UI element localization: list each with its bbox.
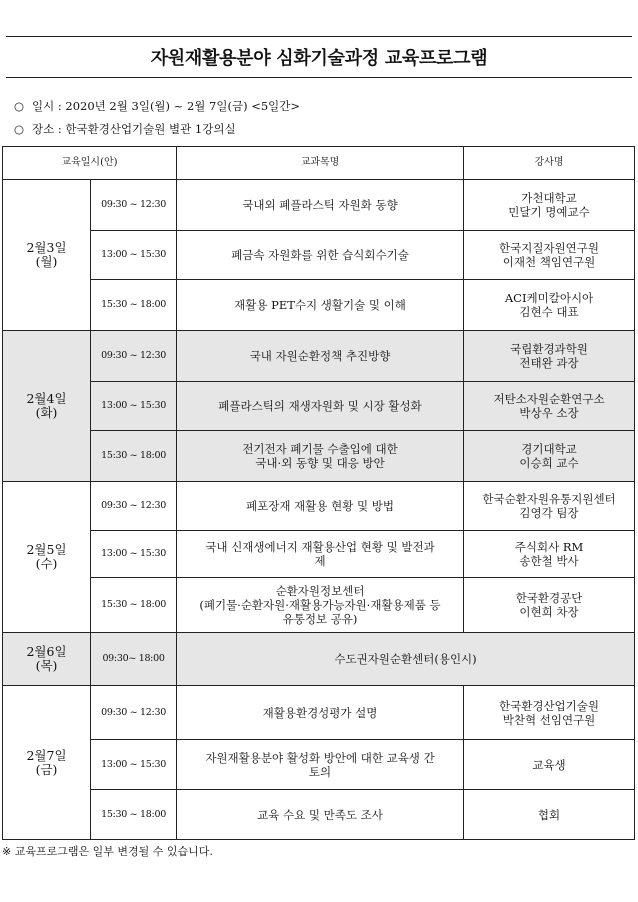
subject-cell [177, 180, 464, 231]
subject-cell [177, 740, 464, 790]
instructor-line: 민달기 명예교수 [508, 205, 590, 219]
subject-line: 폐플라스틱의 재생자원화 및 시장 활성화 [218, 399, 422, 413]
subject-cell [177, 280, 464, 331]
instructor-cell [464, 231, 635, 280]
info-place-text: 장소 : 한국환경산업기술원 별관 1강의실 [32, 122, 236, 136]
table-row [3, 231, 635, 280]
instructor-cell [464, 382, 635, 431]
day-weekday: (금) [35, 761, 58, 777]
schedule-body [3, 180, 635, 840]
subject-line: 순환자원정보센터 [275, 584, 365, 598]
instructor-cell [464, 740, 635, 790]
subject-line: 제 [314, 554, 326, 568]
instructor-line: ACI케미칼아시아 [504, 291, 594, 305]
time-cell: 15:30 ~ 18:00 [91, 431, 177, 482]
table-row [3, 331, 635, 382]
day-cell [3, 633, 91, 686]
instructor-line: 이승희 교수 [519, 456, 579, 470]
site-visit-cell: 수도권자원순환센터(용인시) [177, 633, 635, 686]
instructor-line: 협회 [537, 807, 561, 822]
subject-cell [177, 331, 464, 382]
info-bullet: ○ [14, 122, 25, 136]
time-cell: 09:30 ~ 12:30 [91, 180, 177, 231]
table-row [3, 431, 635, 482]
instructor-cell [464, 686, 635, 740]
day-weekday: (월) [35, 254, 58, 269]
subject-cell [177, 482, 464, 531]
instructor-cell [464, 180, 635, 231]
subject-line: 국내 신재생에너지 재활용산업 현황 및 발전과 [205, 540, 435, 554]
instructor-line: 한국순환자원유통지원센터 [482, 492, 616, 506]
header-instructor: 강사명 [464, 147, 635, 180]
time-cell: 15:30 ~ 18:00 [91, 790, 177, 840]
instructor-line: 한국지질자원연구원 [499, 241, 599, 255]
instructor-line: 한국환경산업기술원 [499, 698, 599, 713]
table-row [3, 790, 635, 840]
subject-cell [177, 578, 464, 633]
day-date: 2월7일 [26, 747, 67, 763]
day-cell [3, 180, 91, 331]
subject-cell [177, 431, 464, 482]
instructor-line: 주식회사 RM [514, 540, 584, 554]
day-weekday: (목) [35, 658, 58, 673]
time-cell: 13:00 ~ 15:30 [91, 382, 177, 431]
day-date: 2월6일 [26, 644, 67, 659]
subject-line: 국내·외 동향 및 대응 방안 [255, 456, 385, 470]
instructor-cell [464, 482, 635, 531]
day-weekday: (수) [35, 556, 58, 571]
table-row [3, 531, 635, 578]
table-row [3, 180, 635, 231]
day-date: 2월3일 [26, 240, 67, 255]
subject-cell [177, 231, 464, 280]
instructor-line: 경기대학교 [521, 442, 577, 456]
instructor-line: 이재천 책임연구원 [502, 255, 596, 269]
table-row [3, 382, 635, 431]
page-title: 자원재활용분야 심화기술과정 교육프로그램 [6, 36, 632, 78]
instructor-line: 김영각 팀장 [519, 506, 579, 520]
day-date: 2월4일 [26, 391, 67, 406]
table-header-row [3, 147, 635, 180]
subject-cell [177, 531, 464, 578]
subject-line: 교육 수요 및 만족도 조사 [257, 807, 383, 822]
day-cell [3, 331, 91, 482]
instructor-cell [464, 280, 635, 331]
info-date-text: 일시 : 2020년 2월 3일(월) ~ 2월 7일(금) <5일간> [32, 99, 301, 113]
schedule-table [2, 146, 635, 840]
time-cell: 09:30 ~ 12:30 [91, 482, 177, 531]
header-subject: 교과목명 [177, 147, 464, 180]
instructor-line: 가천대학교 [521, 191, 577, 205]
subject-cell [177, 382, 464, 431]
subject-cell [177, 686, 464, 740]
footnote: ※ 교육프로그램은 일부 변경될 수 있습니다. [2, 845, 213, 858]
table-row [3, 578, 635, 633]
instructor-line: 박상우 소장 [519, 406, 579, 420]
time-cell: 15:30 ~ 18:00 [91, 280, 177, 331]
instructor-line: 전태완 과장 [519, 356, 579, 370]
instructor-cell [464, 531, 635, 578]
subject-line: (폐기물·순환자원·재활용가능자원·재활용제품 등 [199, 598, 441, 612]
instructor-line: 박찬혁 선임연구원 [502, 712, 596, 727]
time-cell: 13:00 ~ 15:30 [91, 531, 177, 578]
subject-line: 자원재활용분야 활성화 방안에 대한 교육생 간 [205, 750, 435, 765]
time-cell: 09:30~ 18:00 [91, 633, 177, 686]
subject-line: 국내외 폐플라스틱 자원화 동향 [242, 198, 398, 212]
instructor-cell [464, 331, 635, 382]
table-row [3, 280, 635, 331]
subject-line: 재활용 PET수지 생활기술 및 이해 [234, 298, 406, 312]
subject-line: 폐포장재 재활용 현황 및 방법 [246, 499, 394, 513]
subject-line: 재활용환경성평가 설명 [262, 705, 378, 720]
subject-line: 토의 [308, 764, 332, 779]
instructor-line: 한국환경공단 [515, 591, 583, 605]
table-row [3, 633, 635, 686]
subject-line: 국내 자원순환정책 추진방향 [249, 349, 391, 363]
instructor-line: 이현희 차장 [519, 605, 579, 619]
instructor-cell [464, 790, 635, 840]
time-cell: 09:30 ~ 12:30 [91, 331, 177, 382]
time-cell: 13:00 ~ 15:30 [91, 231, 177, 280]
time-cell: 09:30 ~ 12:30 [91, 686, 177, 740]
info-bullet: ○ [14, 99, 25, 113]
time-cell: 13:00 ~ 15:30 [91, 740, 177, 790]
day-weekday: (화) [35, 405, 58, 420]
info-place [14, 121, 236, 137]
instructor-line: 김현수 대표 [519, 305, 579, 319]
subject-cell [177, 790, 464, 840]
info-date [14, 98, 300, 114]
table-row [3, 686, 635, 740]
subject-line: 유통정보 공유) [282, 612, 358, 626]
instructor-line: 교육생 [532, 757, 566, 772]
instructor-line: 국립환경과학원 [510, 342, 588, 356]
day-cell [3, 482, 91, 633]
instructor-cell [464, 578, 635, 633]
header-datetime: 교육일시(안) [3, 147, 177, 180]
subject-line: 폐금속 자원화를 위한 습식회수기술 [231, 248, 409, 262]
instructor-line: 송한철 박사 [519, 554, 579, 568]
day-date: 2월5일 [26, 542, 67, 557]
instructor-cell [464, 431, 635, 482]
subject-line: 전기전자 폐기물 수출입에 대한 [242, 442, 398, 456]
day-cell [3, 686, 91, 840]
table-row [3, 740, 635, 790]
table-row [3, 482, 635, 531]
instructor-line: 저탄소자원순환연구소 [493, 392, 605, 406]
time-cell: 15:30 ~ 18:00 [91, 578, 177, 633]
